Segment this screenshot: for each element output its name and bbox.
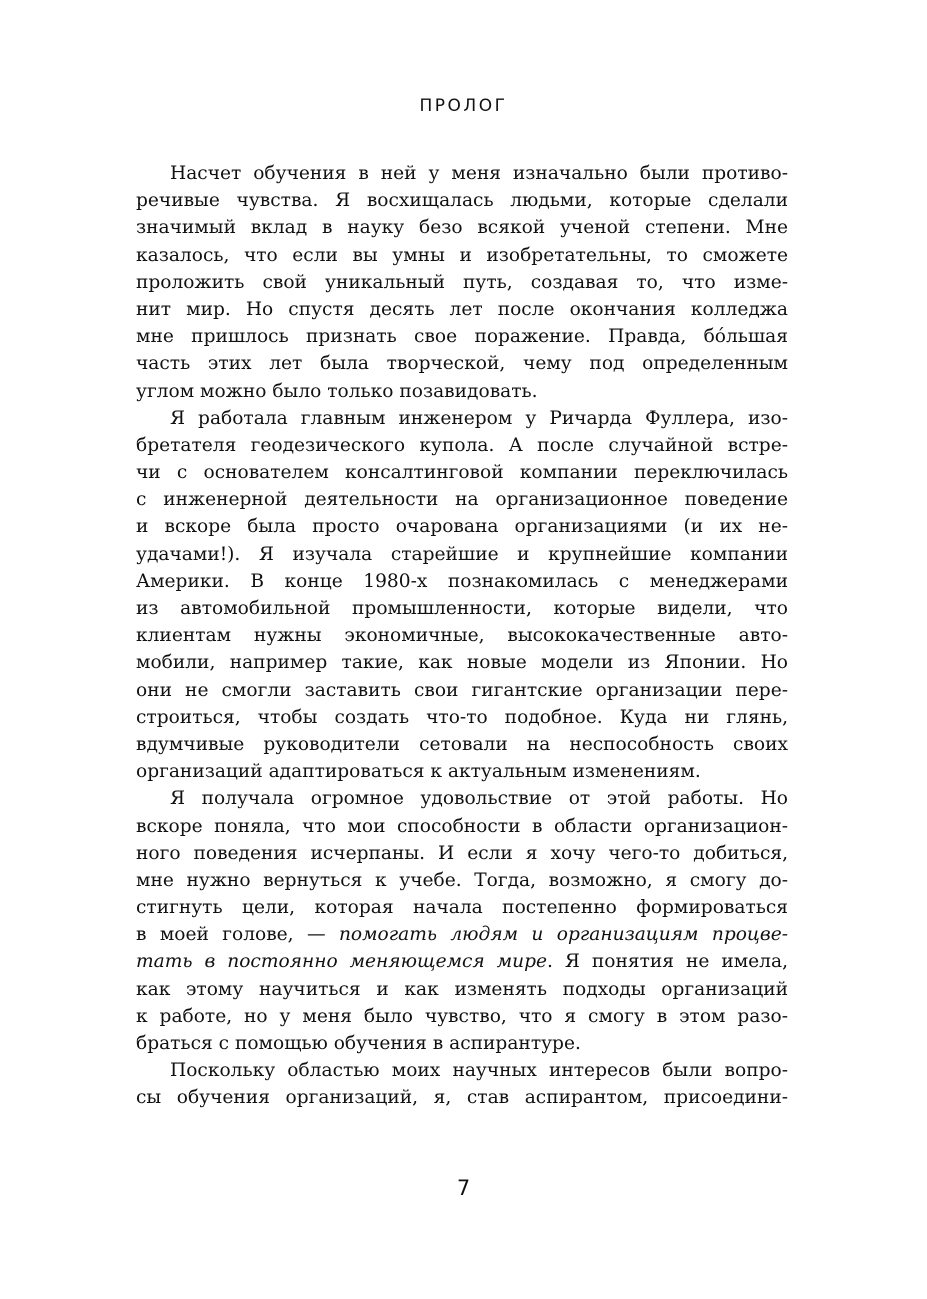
text-line xyxy=(136,405,788,432)
text-run: углом можно было только позавидовать. xyxy=(136,380,538,402)
text-run: они не смогли заставить свои гигантские организации пере- xyxy=(136,679,788,701)
text-line xyxy=(136,840,788,867)
text-line xyxy=(136,948,788,975)
text-run: мне нужно вернуться к учебе. Тогда, возможно, я смогу до- xyxy=(136,869,788,891)
text-run: . Я понятия не имела, xyxy=(547,951,788,973)
text-line xyxy=(136,704,788,731)
running-head: ПРОЛОГ xyxy=(419,96,508,116)
text-line xyxy=(136,1057,788,1084)
text-line xyxy=(136,242,788,269)
text-line xyxy=(136,921,788,948)
text-line xyxy=(136,649,788,676)
text-line xyxy=(136,568,788,595)
text-line xyxy=(136,323,788,350)
text-line xyxy=(136,269,788,296)
text-run: ного поведения исчерпаны. И если я хочу чего-то добиться, xyxy=(136,842,788,864)
text-run: Насчет обучения в ней у меня изначально были противо- xyxy=(170,163,788,184)
text-run: мобили, например такие, как новые модели из Японии. Но xyxy=(136,652,788,674)
text-line xyxy=(136,758,788,785)
text-run: Америки. В конце 1980-х познакомилась с менеджерами xyxy=(136,570,788,592)
text-run: удачами!). Я изучала старейшие и крупнейшие компании xyxy=(136,543,788,565)
text-run: как этому научиться и как изменять подходы организаций xyxy=(136,978,788,1000)
paragraph xyxy=(136,1057,788,1111)
text-run: часть этих лет была творческой, чему под определенным xyxy=(136,353,788,375)
text-run: браться с помощью обучения в аспирантуре. xyxy=(136,1033,581,1054)
text-run: мне пришлось признать свое поражение. Правда, бóльшая xyxy=(136,326,788,348)
text-run: с инженерной деятельности на организационное поведение xyxy=(136,489,788,511)
text-line xyxy=(136,459,788,486)
text-line xyxy=(136,378,788,405)
text-line xyxy=(136,541,788,568)
text-line xyxy=(136,622,788,649)
paragraph xyxy=(136,405,788,786)
text-run: Поскольку областью моих научных интересов были вопро- xyxy=(170,1060,788,1082)
text-run: клиентам нужны экономичные, высококачественные авто- xyxy=(136,625,788,647)
text-line xyxy=(136,976,788,1003)
text-line xyxy=(136,1030,788,1057)
text-run: вдумчивые руководители сетовали на неспособность своих xyxy=(136,733,788,755)
text-run: речивые чувства. Я восхищалась людьми, которые сделали xyxy=(136,190,788,212)
text-run: из автомобильной промышленности, которые видели, что xyxy=(136,598,788,619)
text-run: в моей голове, — xyxy=(136,924,339,946)
text-run: вскоре поняла, что мои способности в области организацион- xyxy=(136,815,788,837)
text-run: сы обучения организаций, я, став аспирантом, присоедини- xyxy=(136,1087,788,1109)
text-run: значимый вклад в науку безо всякой ученой степени. Мне xyxy=(136,217,788,239)
text-run: стигнуть цели, которая начала постепенно формироваться xyxy=(136,897,788,919)
text-run: нит мир. Но спустя десять лет после окончания колледжа xyxy=(136,298,788,320)
text-run: строиться, чтобы создать что-то подобное. Куда ни глянь, xyxy=(136,706,788,728)
text-run: казалось, что если вы умны и изобретательны, то сможете xyxy=(136,244,788,266)
text-line xyxy=(136,187,788,214)
text-line xyxy=(136,486,788,513)
text-run: бретателя геодезического купола. А после случайной встре- xyxy=(136,434,788,456)
text-line xyxy=(136,513,788,540)
italic-text: тать в постоянно меняющемся мире xyxy=(136,951,547,973)
text-run: чи с основателем консалтинговой компании переключилась xyxy=(136,462,788,484)
text-line xyxy=(136,867,788,894)
text-line xyxy=(136,1003,788,1030)
paragraph xyxy=(136,160,788,405)
text-run: Я работала главным инженером у Ричарда Фуллера, изо- xyxy=(170,407,788,429)
text-run: организаций адаптироваться к актуальным изменениям. xyxy=(136,761,701,783)
text-line xyxy=(136,731,788,758)
text-line xyxy=(136,785,788,812)
text-run: Я получала огромное удовольствие от этой работы. Но xyxy=(170,788,788,810)
text-line xyxy=(136,1084,788,1111)
body-text xyxy=(136,160,788,1112)
text-line xyxy=(136,296,788,323)
text-line xyxy=(136,813,788,840)
italic-text: помогать людям и организациям процве- xyxy=(338,924,788,946)
text-line xyxy=(136,595,788,622)
text-line xyxy=(136,677,788,704)
text-line xyxy=(136,350,788,377)
text-run: проложить свой уникальный путь, создавая то, что изме- xyxy=(136,271,788,293)
text-line xyxy=(136,432,788,459)
paragraph xyxy=(136,785,788,1057)
text-line xyxy=(136,894,788,921)
text-run: к работе, но у меня было чувство, что я смогу в этом разо- xyxy=(136,1005,788,1027)
text-line xyxy=(136,160,788,187)
page-number: 7 xyxy=(456,1176,471,1200)
text-line xyxy=(136,214,788,241)
text-run: и вскоре была просто очарована организациями (и их не- xyxy=(136,516,788,538)
